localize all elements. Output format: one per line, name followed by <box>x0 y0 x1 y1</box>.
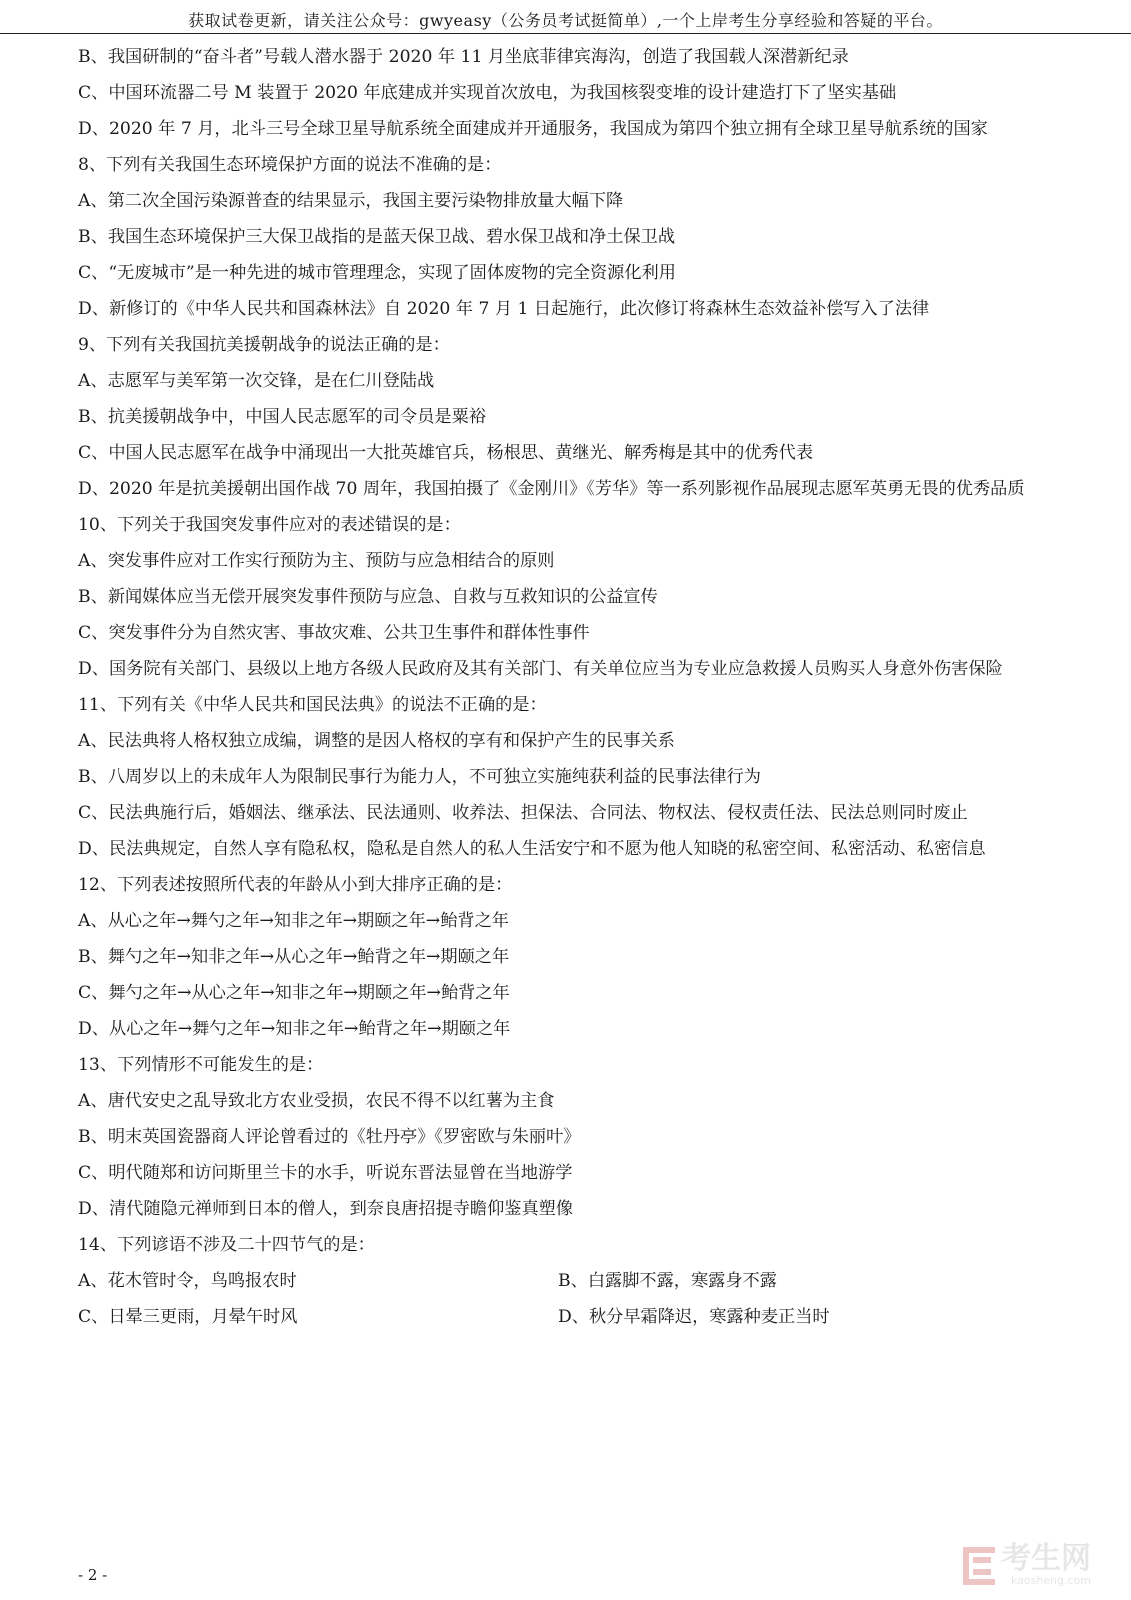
option-line: C、中国环流器二号 M 装置于 2020 年底建成并实现首次放电，为我国核裂变堆的设计建造打下了坚实基础 <box>78 83 897 103</box>
option-cell: D、秋分早霜降迟，寒露种麦正当时 <box>558 1307 830 1327</box>
option-line: C、民法典施行后，婚姻法、继承法、民法通则、收养法、担保法、合同法、物权法、侵权责任法、民法总则同时废止 <box>78 803 968 823</box>
option-line: B、新闻媒体应当无偿开展突发事件预防与应急、自救与互救知识的公益宣传 <box>78 587 658 607</box>
option-cell: A、花木管时令，鸟鸣报农时 <box>78 1271 297 1291</box>
question-line: 12、下列表述按照所代表的年龄从小到大排序正确的是： <box>78 875 513 895</box>
option-line: A、唐代安史之乱导致北方农业受损，农民不得不以红薯为主食 <box>78 1091 555 1111</box>
option-line: A、从心之年→舞勺之年→知非之年→期颐之年→鲐背之年 <box>78 911 509 931</box>
options-row <box>78 1306 1038 1329</box>
option-line: B、我国生态环境保护三大保卫战指的是蓝天保卫战、碧水保卫战和净土保卫战 <box>78 227 676 247</box>
page-header <box>0 0 1131 34</box>
option-cell: B、白露脚不露，寒露身不露 <box>558 1271 777 1291</box>
question-line: 13、下列情形不可能发生的是： <box>78 1055 324 1075</box>
option-cell: C、日晕三更雨，月晕午时风 <box>78 1307 298 1327</box>
option-line: A、第二次全国污染源普查的结果显示，我国主要污染物排放量大幅下降 <box>78 191 624 211</box>
watermark-logo <box>963 1541 1091 1587</box>
options-row <box>78 1270 1038 1293</box>
option-line: B、舞勺之年→知非之年→从心之年→鲐背之年→期颐之年 <box>78 947 510 967</box>
question-line: 14、下列谚语不涉及二十四节气的是： <box>78 1235 375 1255</box>
document-body <box>78 46 1038 1342</box>
option-line: C、突发事件分为自然灾害、事故灾难、公共卫生事件和群体性事件 <box>78 623 590 643</box>
header-text: 获取试卷更新，请关注公众号：gwyeasy（公务员考试挺简单）,一个上岸考生分享经验和答疑的平台。 <box>188 11 943 30</box>
option-line: B、明末英国瓷器商人评论曾看过的《牡丹亭》《罗密欧与朱丽叶》 <box>78 1127 581 1147</box>
option-line: D、新修订的《中华人民共和国森林法》自 2020 年 7 月 1 日起施行，此次修订将森林生态效益补偿写入了法律 <box>78 299 930 319</box>
option-line: B、抗美援朝战争中，中国人民志愿军的司令员是粟裕 <box>78 407 486 427</box>
option-line: C、中国人民志愿军在战争中涌现出一大批英雄官兵，杨根思、黄继光、解秀梅是其中的优秀代表 <box>78 443 814 463</box>
option-line: A、志愿军与美军第一次交锋，是在仁川登陆战 <box>78 371 435 391</box>
option-line: D、2020 年 7 月，北斗三号全球卫星导航系统全面建成并开通服务，我国成为第四个独立拥有全球卫星导航系统的国家 <box>78 119 988 139</box>
option-line: B、我国研制的“奋斗者”号载人潜水器于 2020 年 11 月坐底菲律宾海沟，创造了我国载人深潜新纪录 <box>78 47 849 67</box>
option-line: A、民法典将人格权独立成编，调整的是因人格权的享有和保护产生的民事关系 <box>78 731 675 751</box>
option-line: A、突发事件应对工作实行预防为主、预防与应急相结合的原则 <box>78 551 555 571</box>
option-line: B、八周岁以上的未成年人为限制民事行为能力人，不可独立实施纯获利益的民事法律行为 <box>78 767 761 787</box>
option-line: D、2020 年是抗美援朝出国作战 70 周年，我国拍摄了《金刚川》《芳华》等一系列影视作品展现志愿军英勇无畏的优秀品质 <box>78 479 1025 499</box>
question-line: 9、下列有关我国抗美援朝战争的说法正确的是： <box>78 335 450 355</box>
page-number: - 2 - <box>78 1566 108 1584</box>
watermark-text: 考生网 <box>1001 1541 1091 1576</box>
option-line: D、清代随隐元禅师到日本的僧人，到奈良唐招提寺瞻仰鉴真塑像 <box>78 1199 574 1219</box>
watermark-sub: kaosheng.com <box>1010 1574 1091 1587</box>
question-line: 8、下列有关我国生态环境保护方面的说法不准确的是： <box>78 155 502 175</box>
option-line: C、“无废城市”是一种先进的城市管理理念，实现了固体废物的完全资源化利用 <box>78 263 676 283</box>
option-line: C、明代随郑和访问斯里兰卡的水手，听说东晋法显曾在当地游学 <box>78 1163 573 1183</box>
option-line: D、民法典规定，自然人享有隐私权，隐私是自然人的私人生活安宁和不愿为他人知晓的私密空间、私密活动、私密信息 <box>78 839 986 859</box>
option-line: C、舞勺之年→从心之年→知非之年→期颐之年→鲐背之年 <box>78 983 510 1003</box>
logo-icon <box>963 1547 995 1585</box>
option-line: D、国务院有关部门、县级以上地方各级人民政府及其有关部门、有关单位应当为专业应急救援人员购买人身意外伤害保险 <box>78 659 1003 679</box>
question-line: 10、下列关于我国突发事件应对的表述错误的是： <box>78 515 461 535</box>
option-line: D、从心之年→舞勺之年→知非之年→鲐背之年→期颐之年 <box>78 1019 511 1039</box>
question-line: 11、下列有关《中华人民共和国民法典》的说法不正确的是： <box>78 695 547 715</box>
